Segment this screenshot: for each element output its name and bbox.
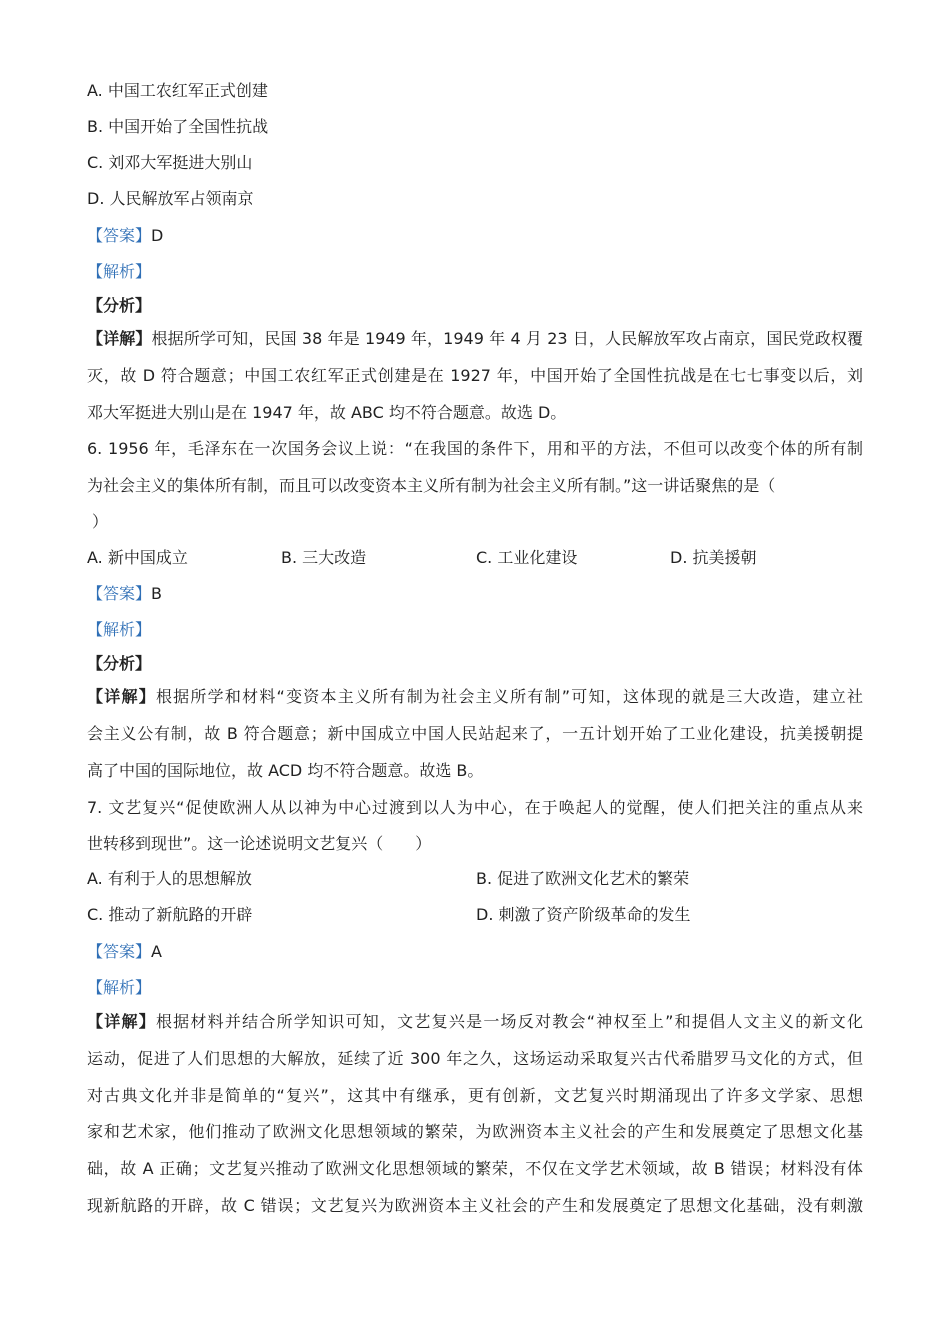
q6-fenxi-tag: 【分析】: [87, 654, 152, 673]
q7-option-a: A. 有利于人的思想解放: [87, 869, 252, 888]
q6-stem-line-2: 为社会主义的集体所有制，而且可以改变资本主义所有制为社会主义所有制。”这一讲话聚焦的是（: [87, 476, 776, 495]
q6-detail-line-2: 会主义公有制，故 B 符合题意；新中国成立中国人民站起来了，一五计划开始了工业化建设，抗美援朝提: [87, 724, 863, 743]
q5-detail-line-2: 灭，故 D 符合题意；中国工农红军正式创建是在 1927 年，中国开始了全国性抗战是在七七事变以后，刘: [87, 366, 863, 385]
q5-option-a: A. 中国工农红军正式创建: [87, 81, 268, 100]
q7-detail-line-5: 础，故 A 正确；文艺复兴推动了欧洲文化思想领域的繁荣，不仅在文学艺术领域，故 B 错误；材料没有体: [87, 1159, 863, 1178]
q6-answer: [87, 584, 162, 604]
detail-tag: 【详解】: [87, 329, 152, 348]
q6-option-b: B. 三大改造: [281, 548, 367, 567]
q5-detail-line-3: 邓大军挺进大别山是在 1947 年，故 ABC 均不符合题意。故选 D。: [87, 403, 567, 422]
answer-value: D: [151, 226, 164, 245]
q5-fenxi-tag: 【分析】: [87, 296, 152, 315]
answer-tag: 【答案】: [87, 942, 152, 961]
q7-detail-line-2: 运动，促进了人们思想的大解放，延续了近 300 年之久，这场运动采取复兴古代希腊罗马文化的方式，但: [87, 1049, 863, 1068]
q7-option-c: C. 推动了新航路的开辟: [87, 905, 253, 924]
detail-text: 根据材料并结合所学知识可知，文艺复兴是一场反对教会“神权至上”和提倡人文主义的新文化: [155, 1012, 863, 1031]
q7-detail-line-6: 现新航路的开辟，故 C 错误；文艺复兴为欧洲资本主义社会的产生和发展奠定了思想文化基础，没有刺激: [87, 1196, 863, 1215]
q6-analysis-tag: 【解析】: [87, 620, 152, 639]
q6-option-a: A. 新中国成立: [87, 548, 188, 567]
answer-tag: 【答案】: [87, 226, 152, 245]
answer-tag: 【答案】: [87, 584, 152, 603]
q5-analysis-tag: 【解析】: [87, 262, 152, 281]
q7-stem-line-2: 世转移到现世”。这一论述说明文艺复兴（ ）: [87, 834, 432, 853]
q7-detail-line-3: 对古典文化并非是简单的“复兴”，这其中有继承，更有创新，文艺复兴时期涌现出了许多文学家、思想: [87, 1086, 863, 1105]
q6-stem-line-1: 6. 1956 年，毛泽东在一次国务会议上说：“在我国的条件下，用和平的方法，不但可以改变个体的所有制: [87, 439, 863, 458]
answer-value: A: [151, 942, 162, 961]
q6-detail-line-3: 高了中国的国际地位，故 ACD 均不符合题意。故选 B。: [87, 761, 484, 780]
q6-option-d: D. 抗美援朝: [670, 548, 757, 567]
q7-stem-line-1: 7. 文艺复兴“促使欧洲人从以神为中心过渡到以人为中心，在于唤起人的觉醒，使人们把关注的重点从来: [87, 798, 863, 817]
q6-stem-line-3: ）: [92, 512, 109, 531]
detail-tag: 【详解】: [87, 687, 156, 706]
detail-text: 根据所学可知，民国 38 年是 1949 年，1949 年 4 月 23 日，人民解放军攻占南京，国民党政权覆: [151, 329, 863, 348]
detail-text: 根据所学和材料“变资本主义所有制为社会主义所有制”可知，这体现的就是三大改造，建立社: [155, 687, 863, 706]
q5-detail-line-1: [87, 329, 863, 349]
q5-option-d: D. 人民解放军占领南京: [87, 189, 254, 208]
q5-answer: [87, 226, 163, 246]
q5-option-c: C. 刘邓大军挺进大别山: [87, 153, 253, 172]
q7-option-d: D. 刺激了资产阶级革命的发生: [476, 905, 691, 924]
detail-tag: 【详解】: [87, 1012, 156, 1031]
q7-analysis-tag: 【解析】: [87, 978, 152, 997]
q7-detail-line-4: 家和艺术家，他们推动了欧洲文化思想领域的繁荣，为欧洲资本主义社会的产生和发展奠定了思想文化基: [87, 1122, 863, 1141]
q7-option-b: B. 促进了欧洲文化艺术的繁荣: [476, 869, 690, 888]
q5-option-b: B. 中国开始了全国性抗战: [87, 117, 269, 136]
q7-detail-line-1: [87, 1012, 863, 1032]
q7-answer: [87, 942, 162, 962]
answer-value: B: [151, 584, 162, 603]
q6-option-c: C. 工业化建设: [476, 548, 578, 567]
q6-detail-line-1: [87, 687, 863, 707]
